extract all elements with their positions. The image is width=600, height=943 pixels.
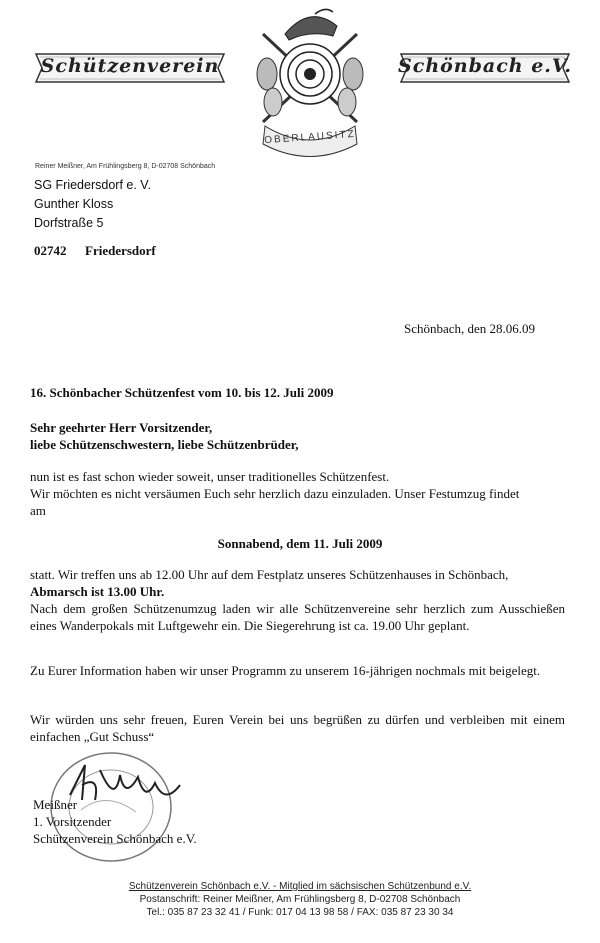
signature-role: 1. Vorsitzender [33, 814, 112, 829]
footer [0, 880, 600, 919]
salutation-line2: liebe Schützenschwestern, liebe Schützenbrüder, [30, 437, 299, 452]
paragraph-1 [30, 468, 565, 519]
left-banner [30, 46, 230, 90]
club-emblem [245, 4, 375, 164]
p1-line2: Wir möchten es nicht versäumen Euch sehr herzlich dazu einzuladen. Unser Festumzug findet [30, 486, 520, 501]
recipient-city-line [34, 243, 156, 259]
recipient-line2: Gunther Kloss [34, 197, 114, 211]
p1-line3: am [30, 503, 46, 518]
right-banner [395, 46, 575, 90]
recipient-postcode: 02742 [34, 243, 67, 258]
p2-line1: statt. Wir treffen uns ab 12.00 Uhr auf dem Festplatz unseres Schützenhauses in Schönbach, [30, 567, 509, 582]
paragraph-4: Zu Eurer Information haben wir unser Programm zu unserem 16-jährigen nochmals mit beigelegt. [30, 663, 541, 678]
salutation [30, 419, 299, 453]
paragraph-5: Wir würden uns sehr freuen, Euren Verein bei uns begrüßen zu dürfen und verbleiben mit einem einfachen „Gut Schuss“ [30, 712, 565, 744]
left-banner-text: Schützenverein [40, 55, 220, 77]
salutation-line1: Sehr geehrter Herr Vorsitzender, [30, 420, 213, 435]
footer-line1: Schützenverein Schönbach e.V. - Mitglied im sächsischen Schützenbund e.V. [128, 881, 472, 892]
signature-org: Schützenverein Schönbach e.V. [33, 831, 197, 846]
date-line: Schönbach, den 28.06.09 [404, 321, 536, 336]
paragraph-2 [30, 566, 565, 600]
p2-bold: Abmarsch ist 13.00 Uhr. [30, 584, 165, 599]
recipient-line1: SG Friedersdorf e. V. [34, 178, 151, 192]
sender-line: Reiner Meißner, Am Frühlingsberg 8, D-02708 Schönbach [35, 163, 216, 170]
recipient-line3: Dorfstraße 5 [34, 216, 104, 230]
paragraph-3: Nach dem großen Schützenumzug laden wir alle Schützenvereine sehr herzlich zum Ausschießen eines Wanderpokals mit Luftgewehr ein. Die Siegerehrung ist ca. 19.00 Uhr geplant. [30, 601, 565, 633]
signature-block [33, 796, 197, 847]
signature-name: Meißner [33, 797, 78, 812]
event-date: Sonnabend, dem 11. Juli 2009 [217, 536, 383, 551]
subject: 16. Schönbacher Schützenfest vom 10. bis 12. Juli 2009 [30, 385, 334, 400]
emblem-text: OBERLAUSITZ [263, 128, 357, 147]
right-banner-text: Schönbach e.V. [398, 55, 572, 77]
p1-line1: nun ist es fast schon wieder soweit, unser traditionelles Schützenfest. [30, 469, 390, 484]
footer-line2: Postanschrift: Reiner Meißner, Am Frühlingsberg 8, D-02708 Schönbach [139, 894, 461, 905]
recipient-city: Friedersdorf [85, 243, 156, 258]
footer-line3: Tel.: 035 87 23 32 41 / Funk: 017 04 13 98 58 / FAX: 035 87 23 30 34 [146, 907, 454, 918]
recipient-address [34, 176, 151, 233]
